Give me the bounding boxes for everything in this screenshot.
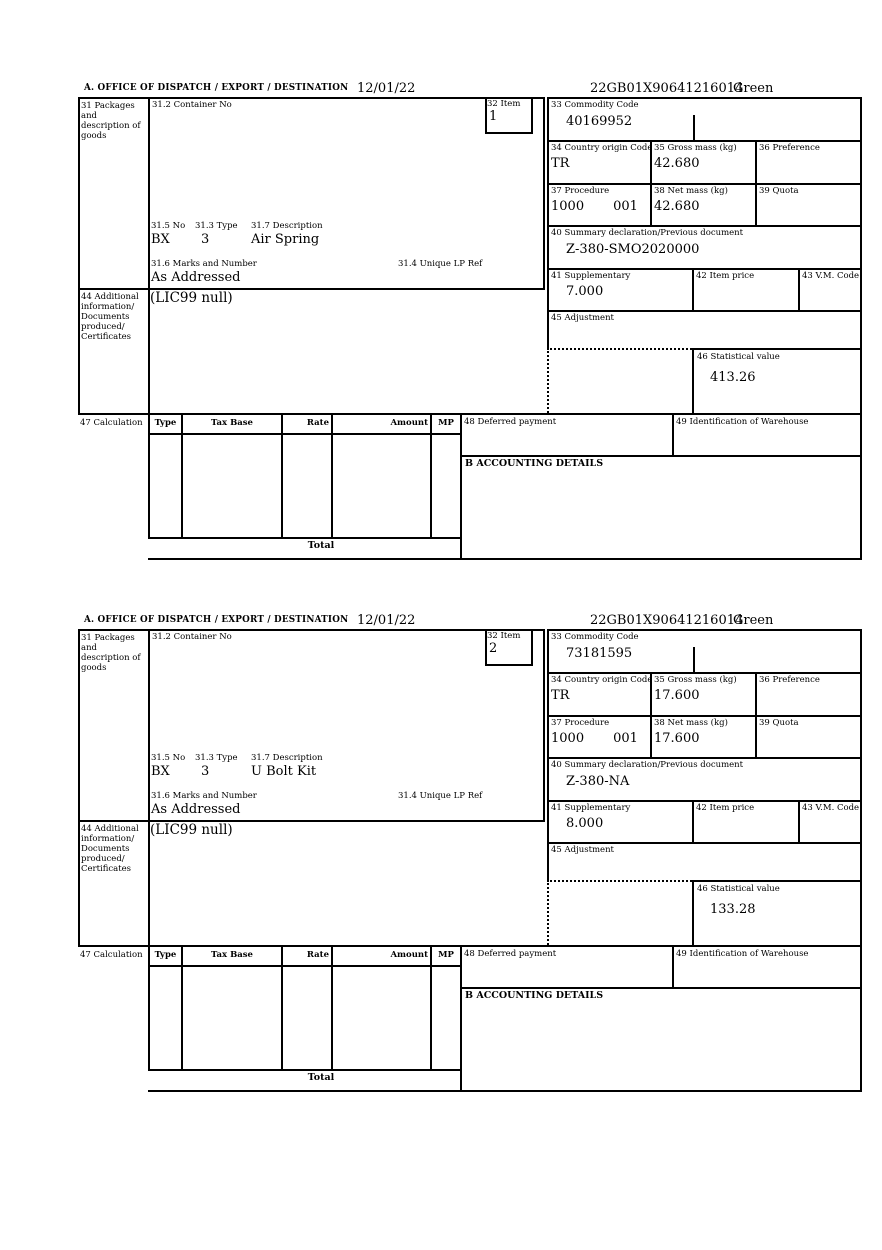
box43-vm-code-label: 43 V.M. Code xyxy=(802,271,860,281)
box44-label: 44 Additional information/ Documents produced/ Certificates xyxy=(81,292,139,342)
box31-label: 31 Packages and description of goods xyxy=(81,101,141,141)
box31-6-marks-label: 31.6 Marks and Number xyxy=(151,791,257,801)
box47-calculation-label: 47 Calculation xyxy=(80,950,143,960)
column-header-type: Type xyxy=(154,950,177,960)
summary-declaration-value: Z-380-SMO2020000 xyxy=(566,242,700,257)
total-row-top-line xyxy=(148,537,462,539)
dotted-region xyxy=(547,348,692,413)
procedure-code: 1000 xyxy=(551,731,585,746)
procedure-additional-code: 001 xyxy=(613,731,638,746)
procedure-value xyxy=(551,731,638,746)
item-block-1 xyxy=(78,82,864,582)
packages-type-value: 3 xyxy=(201,764,210,779)
box31-4-unique-lp-ref-label: 31.4 Unique LP Ref xyxy=(398,791,483,801)
bottom-border-line xyxy=(148,1090,862,1092)
box31-4-unique-lp-ref-label: 31.4 Unique LP Ref xyxy=(398,259,483,269)
column-header-type: Type xyxy=(154,418,177,428)
procedure-code: 1000 xyxy=(551,199,585,214)
box31-3-type-label: 31.3 Type xyxy=(195,221,238,231)
box37-procedure-label: 37 Procedure xyxy=(551,718,610,728)
box31-5-no-label: 31.5 No xyxy=(151,753,186,763)
column-divider xyxy=(281,947,283,1069)
column-header-rate: Rate xyxy=(306,950,329,960)
box44-content-cell xyxy=(148,822,547,945)
column-divider xyxy=(331,415,333,537)
column-header-amount: Amount xyxy=(390,418,428,428)
box31-2-container-no-label: 31.2 Container No xyxy=(152,100,232,110)
column-divider xyxy=(430,415,432,537)
box35-gross-mass-label: 35 Gross mass (kg) xyxy=(654,675,737,685)
column-divider xyxy=(331,947,333,1069)
office-of-dispatch-label: A. OFFICE OF DISPATCH / EXPORT / DESTINATION xyxy=(84,83,349,93)
total-row-top-line xyxy=(148,1069,462,1071)
box45-adjustment-label: 45 Adjustment xyxy=(551,845,614,855)
box34-country-origin-label: 34 Country origin Code xyxy=(551,675,653,685)
box47-calculation-label: 47 Calculation xyxy=(80,418,143,428)
column-divider xyxy=(430,947,432,1069)
packages-no-value: BX xyxy=(151,764,170,779)
box36-preference-label: 36 Preference xyxy=(759,675,820,685)
column-divider xyxy=(181,415,183,537)
box39-quota-label: 39 Quota xyxy=(759,186,799,196)
box41-supplementary-label: 41 Supplementary xyxy=(551,803,631,813)
dotted-region xyxy=(547,880,692,945)
box38-net-mass-label: 38 Net mass (kg) xyxy=(654,718,728,728)
column-header-tax-base: Tax Base xyxy=(211,950,253,960)
declaration-date: 12/01/22 xyxy=(357,613,416,628)
column-divider xyxy=(281,415,283,537)
statistical-value: 133.28 xyxy=(710,902,756,917)
box32-item-label: 32 Item xyxy=(487,99,521,109)
box31-5-no-label: 31.5 No xyxy=(151,221,186,231)
section-b-accounting-details-label: B ACCOUNTING DETAILS xyxy=(465,458,604,469)
packages-no-value: BX xyxy=(151,232,170,247)
net-mass-value: 17.600 xyxy=(654,731,700,746)
column-header-amount: Amount xyxy=(390,950,428,960)
gross-mass-value: 17.600 xyxy=(654,688,700,703)
additional-information-value: (LIC99 null) xyxy=(150,822,233,838)
box39-quota-label: 39 Quota xyxy=(759,718,799,728)
goods-description-value: U Bolt Kit xyxy=(251,764,317,779)
box42-item-price-label: 42 Item price xyxy=(696,271,755,281)
box33-commodity-code-label: 33 Commodity Code xyxy=(551,632,639,642)
box31-3-type-label: 31.3 Type xyxy=(195,753,238,763)
packages-type-value: 3 xyxy=(201,232,210,247)
total-label: Total xyxy=(307,540,335,551)
net-mass-value: 42.680 xyxy=(654,199,700,214)
marks-and-number-value: As Addressed xyxy=(151,802,241,817)
box44-content-cell xyxy=(148,290,547,413)
supplementary-value: 7.000 xyxy=(566,284,604,299)
routing-status: Green xyxy=(733,613,774,628)
box44-label: 44 Additional information/ Documents produced/ Certificates xyxy=(81,824,139,874)
box34-country-origin-label: 34 Country origin Code xyxy=(551,143,653,153)
box45-adjustment-label: 45 Adjustment xyxy=(551,313,614,323)
accounting-details-cell xyxy=(460,455,862,558)
commodity-code-value: 40169952 xyxy=(566,114,633,129)
total-label: Total xyxy=(307,1072,335,1083)
box33-subdivider xyxy=(693,647,695,672)
country-origin-value: TR xyxy=(551,156,570,171)
box31-label: 31 Packages and description of goods xyxy=(81,633,141,673)
accounting-details-cell xyxy=(460,987,862,1090)
statistical-value: 413.26 xyxy=(710,370,756,385)
box37-procedure-label: 37 Procedure xyxy=(551,186,610,196)
box32-item-label: 32 Item xyxy=(487,631,521,641)
declaration-reference: 22GB01X90641216014 xyxy=(590,613,744,628)
declaration-date: 12/01/22 xyxy=(357,81,416,96)
commodity-code-value: 73181595 xyxy=(566,646,633,661)
box48-deferred-payment-label: 48 Deferred payment xyxy=(464,417,557,427)
item-number-value: 1 xyxy=(489,109,498,124)
summary-declaration-value: Z-380-NA xyxy=(566,774,630,789)
box41-supplementary-label: 41 Supplementary xyxy=(551,271,631,281)
box46-statistical-value-label: 46 Statistical value xyxy=(697,884,780,894)
column-header-mp: MP xyxy=(438,950,454,960)
box49-warehouse-label: 49 Identification of Warehouse xyxy=(676,949,809,959)
box31-7-description-label: 31.7 Description xyxy=(251,221,323,231)
column-header-rate: Rate xyxy=(306,418,329,428)
marks-and-number-value: As Addressed xyxy=(151,270,241,285)
goods-description-value: Air Spring xyxy=(251,232,320,247)
item-block-2 xyxy=(78,614,864,1114)
office-of-dispatch-label: A. OFFICE OF DISPATCH / EXPORT / DESTINATION xyxy=(84,615,349,625)
section-b-accounting-details-label: B ACCOUNTING DETAILS xyxy=(465,990,604,1001)
procedure-additional-code: 001 xyxy=(613,199,638,214)
additional-information-value: (LIC99 null) xyxy=(150,290,233,306)
box42-item-price-label: 42 Item price xyxy=(696,803,755,813)
declaration-reference: 22GB01X90641216014 xyxy=(590,81,744,96)
column-divider xyxy=(181,947,183,1069)
box43-vm-code-label: 43 V.M. Code xyxy=(802,803,860,813)
box48-deferred-payment-label: 48 Deferred payment xyxy=(464,949,557,959)
box36-preference-label: 36 Preference xyxy=(759,143,820,153)
column-header-tax-base: Tax Base xyxy=(211,418,253,428)
box31-2-container-no-label: 31.2 Container No xyxy=(152,632,232,642)
box31-6-marks-label: 31.6 Marks and Number xyxy=(151,259,257,269)
country-origin-value: TR xyxy=(551,688,570,703)
box35-gross-mass-label: 35 Gross mass (kg) xyxy=(654,143,737,153)
supplementary-value: 8.000 xyxy=(566,816,604,831)
routing-status: Green xyxy=(733,81,774,96)
gross-mass-value: 42.680 xyxy=(654,156,700,171)
box33-subdivider xyxy=(693,115,695,140)
procedure-value xyxy=(551,199,638,214)
box40-summary-declaration-label: 40 Summary declaration/Previous document xyxy=(551,228,744,238)
box38-net-mass-label: 38 Net mass (kg) xyxy=(654,186,728,196)
box49-warehouse-label: 49 Identification of Warehouse xyxy=(676,417,809,427)
item-number-value: 2 xyxy=(489,641,498,656)
box46-statistical-value-label: 46 Statistical value xyxy=(697,352,780,362)
column-header-mp: MP xyxy=(438,418,454,428)
box40-summary-declaration-label: 40 Summary declaration/Previous document xyxy=(551,760,744,770)
bottom-border-line xyxy=(148,558,862,560)
box31-7-description-label: 31.7 Description xyxy=(251,753,323,763)
box33-commodity-code-label: 33 Commodity Code xyxy=(551,100,639,110)
